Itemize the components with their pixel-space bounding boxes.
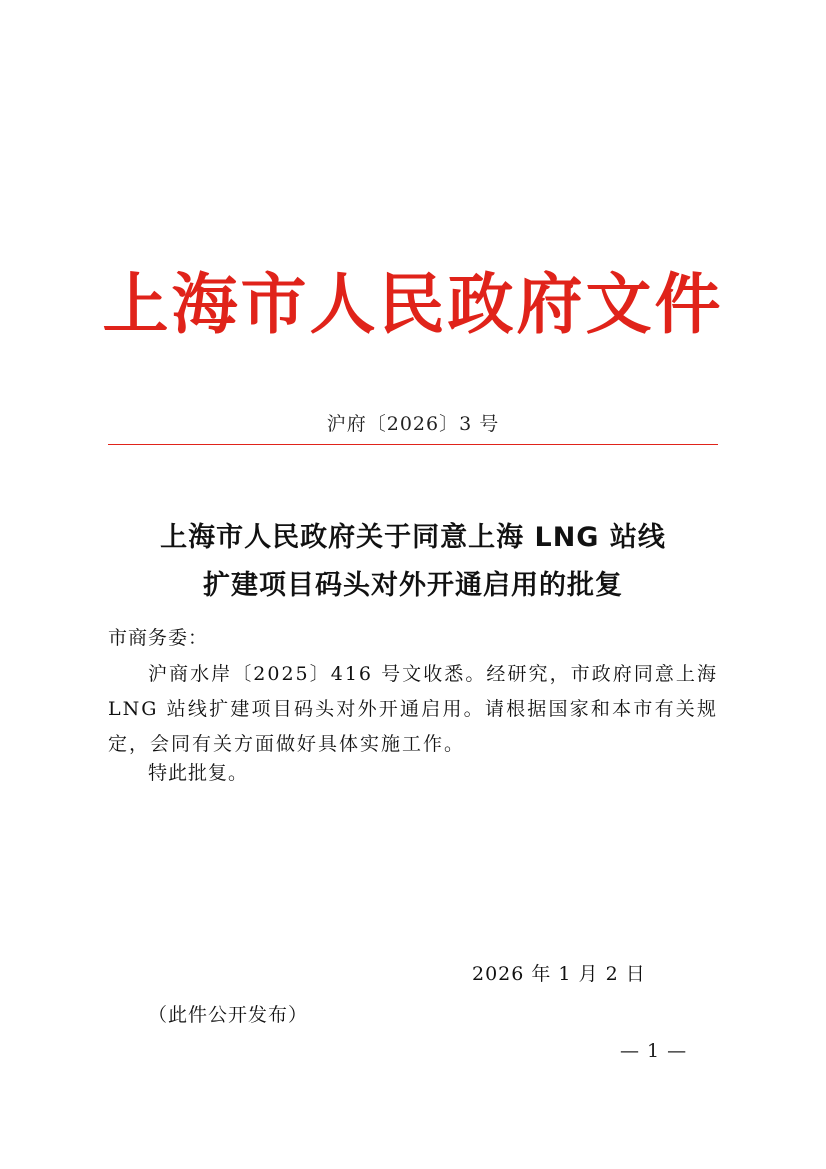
page-number: — 1 —: [620, 1040, 688, 1062]
issue-date: 2026 年 1 月 2 日: [472, 963, 646, 985]
document-title-line-2: 扩建项目码头对外开通启用的批复: [203, 570, 623, 601]
body-paragraph: 沪商水岸〔2025〕416 号文收悉。经研究，市政府同意上海 LNG 站线扩建项目码头对外开通启用。请根据国家和本市有关规定，会同有关方面做好具体实施工作。: [108, 663, 718, 755]
publication-note: （此件公开发布）: [148, 1004, 309, 1026]
recipient: 市商务委：: [108, 627, 209, 649]
document-masthead: 上海市人民政府文件: [102, 266, 724, 343]
document-title: [0, 514, 826, 610]
red-divider-line: [108, 444, 718, 445]
closing-remark: 特此批复。: [148, 762, 249, 784]
document-title-line-1: 上海市人民政府关于同意上海 LNG 站线: [160, 522, 666, 553]
document-number: 沪府〔2026〕3 号: [326, 413, 500, 435]
